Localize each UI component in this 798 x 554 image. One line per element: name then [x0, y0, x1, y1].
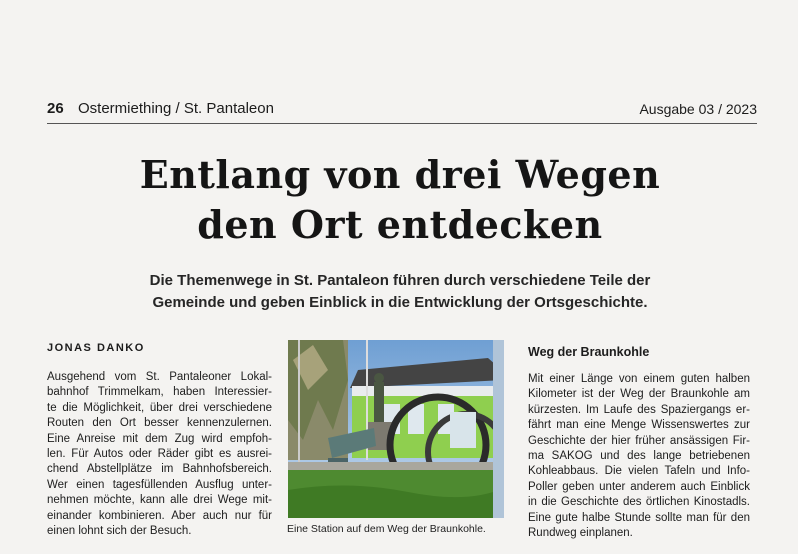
body-line: Kohleabbaus. Die vielen Tafeln und Info- — [528, 465, 750, 478]
body-line: te die Möglichkeit, über drei verschiedene — [47, 401, 272, 414]
body-line: Rundweg einplanen. — [528, 527, 633, 540]
page-number: 26 — [47, 100, 64, 117]
author-byline: JONAS DANKO — [47, 342, 145, 354]
article-headline — [60, 150, 740, 250]
body-line: einander kombinieren. Aber auch nur für — [47, 509, 272, 522]
body-line: Eine gute halbe Stunde sollte man für den — [528, 511, 750, 524]
article-lead — [120, 270, 680, 314]
body-line: bahnhof Trimmelkam, haben Interessier- — [47, 386, 272, 399]
body-line: chend Abstellplätze im Bahnhofsbereich. — [47, 463, 272, 476]
lead-line-2: Gemeinde und geben Einblick in die Entwicklung der Ortsgeschichte. — [152, 294, 648, 311]
body-line: ma SAKOG und des lange betriebenen — [528, 450, 750, 463]
body-line: nehmen möchte, kann alle drei Wege mit- — [47, 494, 272, 507]
body-line: Kilometer ist der Weg der Braunkohle am — [528, 388, 750, 401]
section-title: Ostermiething / St. Pantaleon — [78, 100, 274, 117]
body-column-3 — [528, 372, 750, 541]
body-line: Geschichte der hier früher ansässigen Fir- — [528, 434, 750, 447]
headline-line-1: Entlang von drei Wegen — [139, 152, 661, 197]
header-rule — [47, 123, 757, 124]
issue-label: Ausgabe 03 / 2023 — [639, 101, 757, 117]
body-line: Eine Anreise mit dem Zug wird empfoh- — [47, 432, 272, 445]
body-line: Poller geben unter anderem auch Einblick — [528, 480, 750, 493]
body-line: len. Für Autos oder Räder gibt es ausrei- — [47, 448, 272, 461]
photo-caption: Eine Station auf dem Weg der Braunkohle. — [287, 523, 486, 535]
article-photo — [288, 340, 504, 518]
body-line: Mit einer Länge von einem guten halben — [528, 373, 750, 385]
photo-illustration — [288, 340, 504, 518]
subsection-title: Weg der Braunkohle — [528, 345, 650, 359]
body-line: Ausgehend vom St. Pantaleoner Lokal- — [47, 371, 272, 383]
lead-line-1: Die Themenwege in St. Pantaleon führen durch verschiedene Teile der — [149, 272, 651, 289]
body-line: fährt man eine Menge Wissenswertes zur — [528, 419, 750, 432]
body-line: einen lohnt sich der Besuch. — [47, 525, 192, 538]
headline-line-2: den Ort entdecken — [197, 202, 603, 247]
body-line: kürzesten. Im Laufe des Spaziergangs er- — [528, 403, 750, 416]
body-line: in die Geschichte des örtlichen Kinostadls. — [528, 496, 750, 509]
body-column-1 — [47, 370, 272, 539]
body-line: Wer einen tagesfüllenden Ausflug unter- — [47, 478, 272, 491]
page-header — [47, 100, 757, 122]
body-line: Routen den Ort besser kennenzulernen. — [47, 417, 272, 430]
